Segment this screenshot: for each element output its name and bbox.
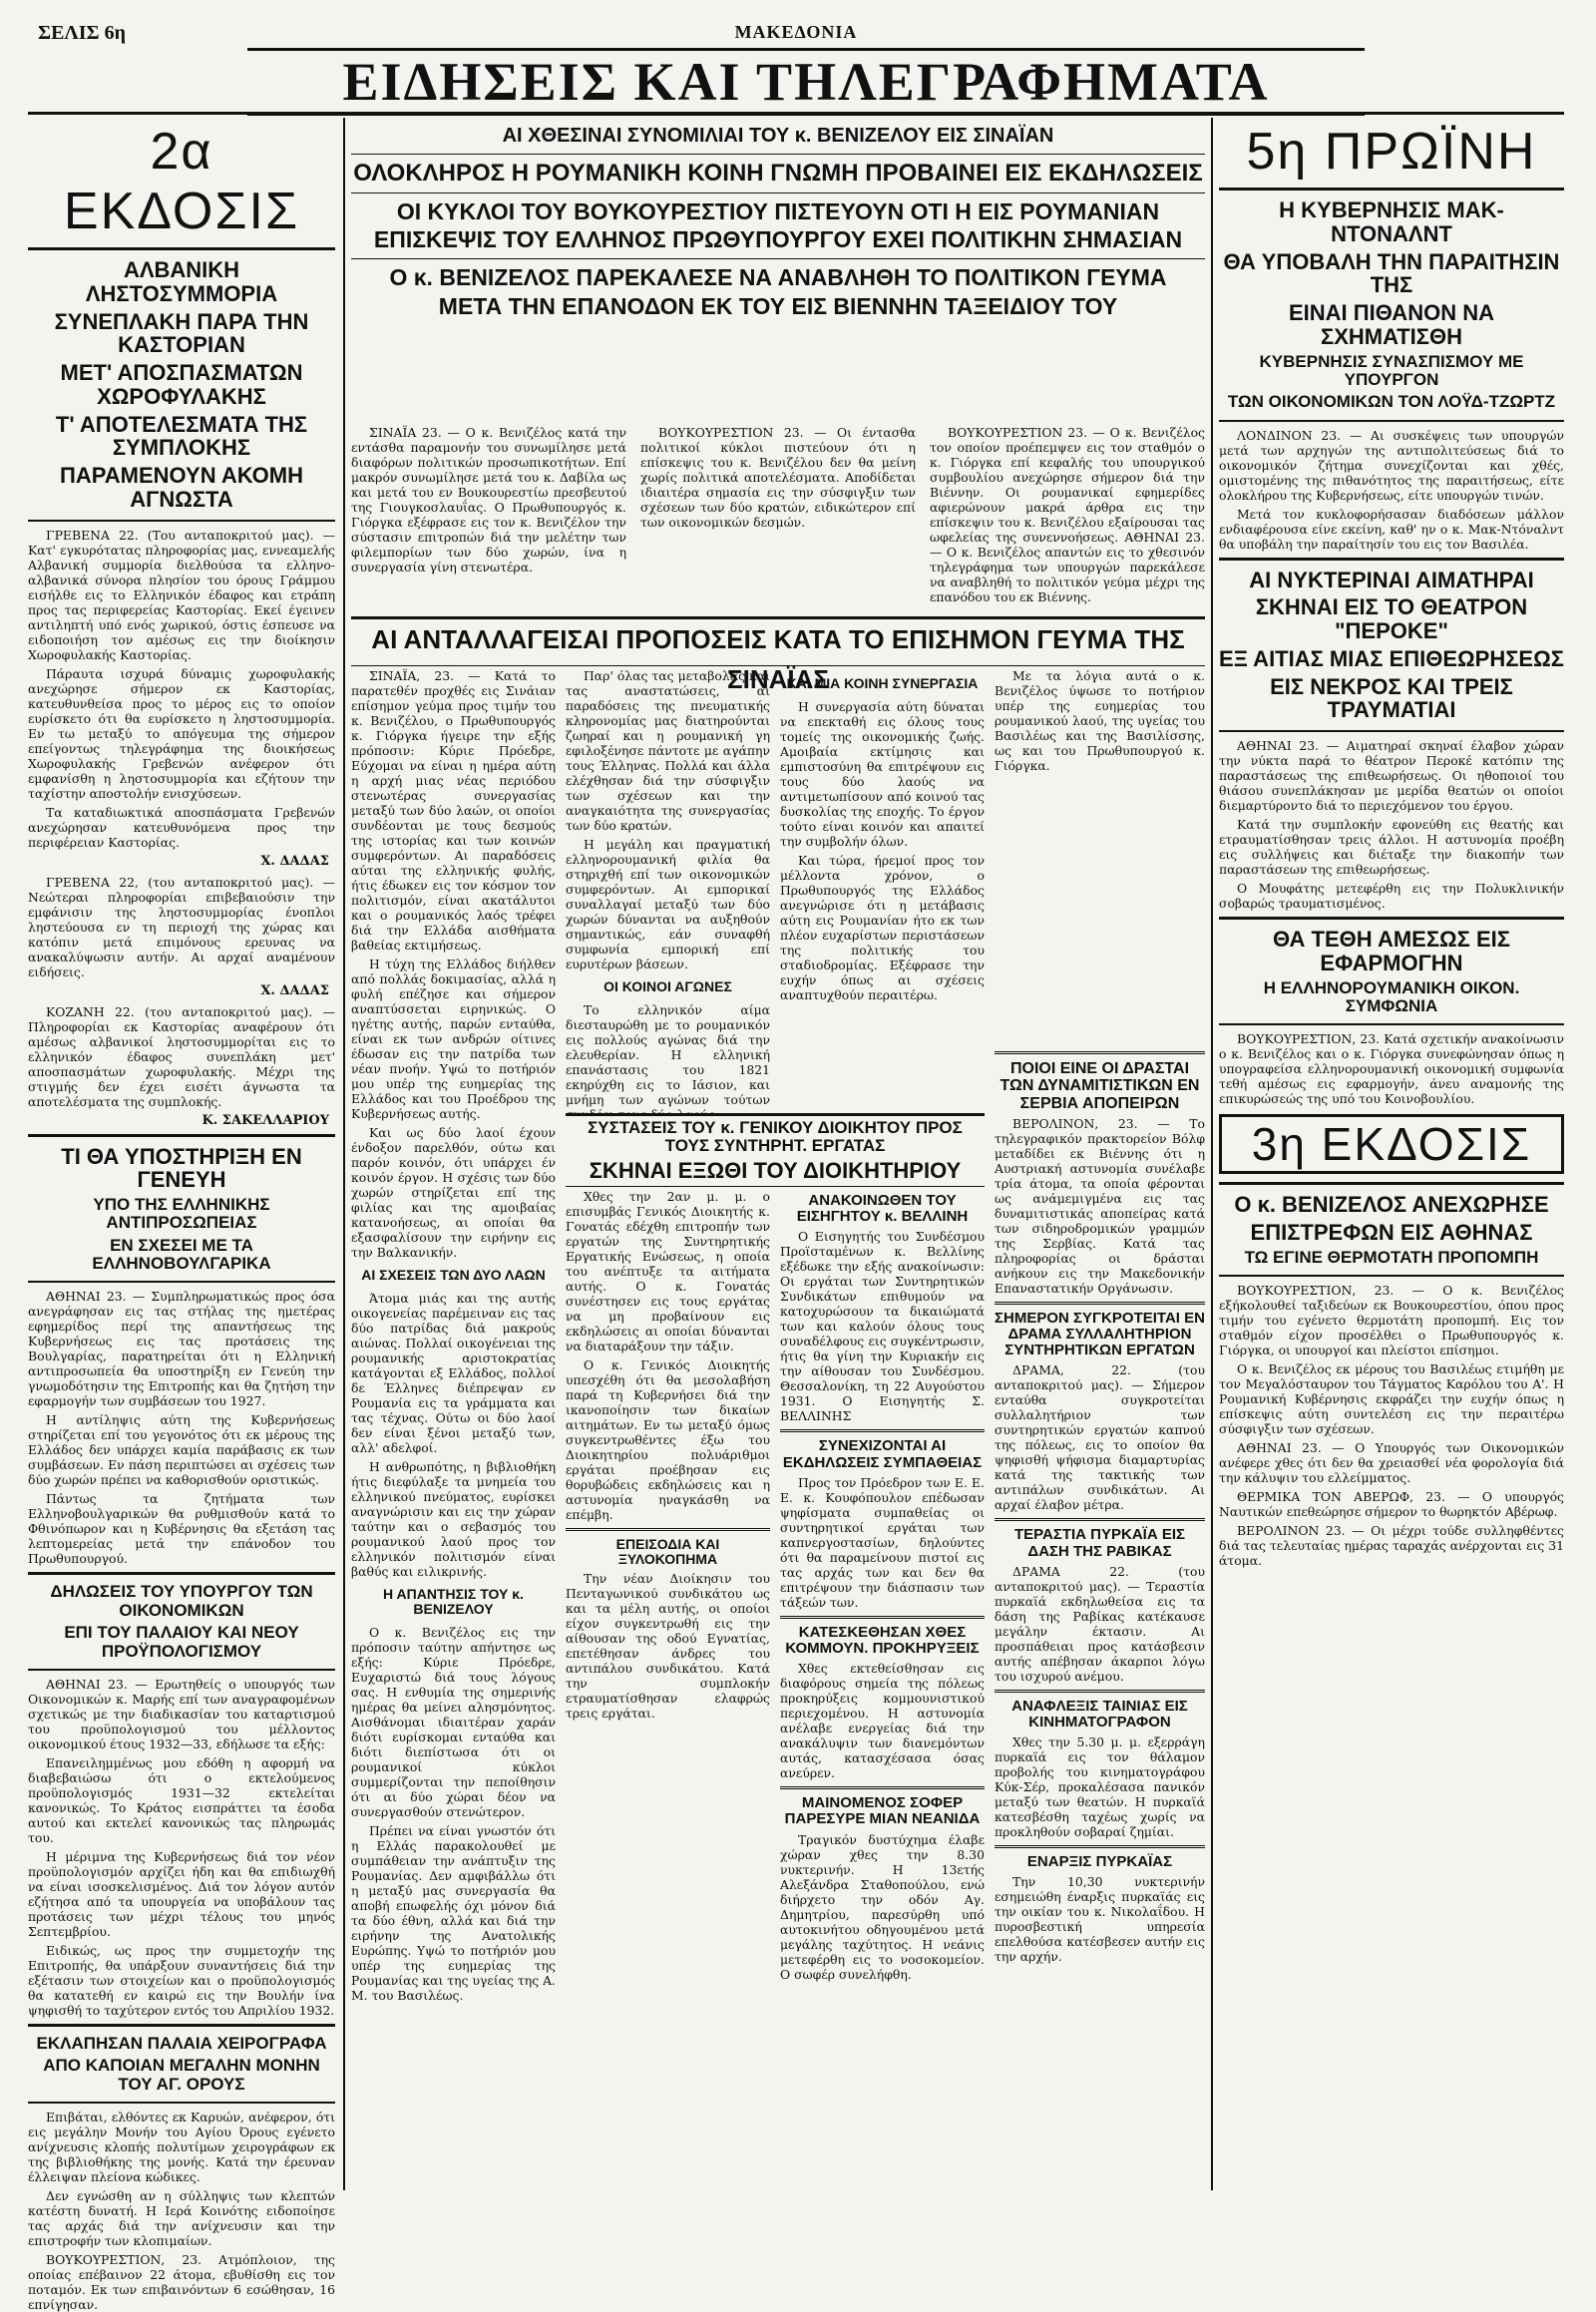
article-paragraph: Χθες την 5.30 μ. μ. εξερράγη πυρκαϊά εις τον θάλαμον προβολής του κινηματογράφου Κύκ-Σέρ, προκαλέσασα πανικόν μεταξύ των θεατών. Η πυρκαϊά κατεσβέσθη ταχέως χωρίς να προκληθούν σοβαραί ζημίαι. — [995, 1734, 1205, 1840]
edition-3-box — [1219, 1114, 1564, 1174]
strike-col-1 — [566, 1189, 770, 2190]
article-paragraph: ΛΟΝΔΙΝΟΝ 23. — Αι συσκέψεις των υπουργών μετά των αρχηγών της αντιπολιτεύσεως διά το οικονομικόν ζήτημα συνεχίζονται και χθές, ομιστομένης της πιθανότητος της παραιτήσεως, είτε ολοκλήρου της Κυβερνήσεως, είτε υπουργών τινών. — [1219, 427, 1564, 503]
banner-line: ΟΛΟΚΛΗΡΟΣ Η ΡΟΥΜΑΝΙΚΗ ΚΟΙΝΗ ΓΝΩΜΗ ΠΡΟΒΑΙΝΕΙ ΕΙΣ ΕΚΔΗΛΩΣΕΙΣ — [353, 159, 1203, 187]
subheading: ΣΥΝΕΧΙΖΟΝΤΑΙ ΑΙ ΕΚΔΗΛΩΣΕΙΣ ΣΥΜΠΑΘΕΙΑΣ — [782, 1437, 983, 1471]
intro-column-3 — [930, 425, 1205, 614]
article-paragraph: Επανειλημμένως μου εδόθη η αφορμή να διαβεβαιώσω ότι ο εκτελούμενος προϋπολογισμός 1931—32 εκτελείται κανονικώς. Το Κράτος εισπράττει τα έσοδα αυτού και εκτελεί κανονικώς τας πληρωμάς του. — [28, 1754, 335, 1845]
headline-line: ΔΗΛΩΣΕΙΣ ΤΟΥ ΥΠΟΥΡΓΟΥ ΤΩΝ ΟΙΚΟΝΟΜΙΚΩΝ — [50, 1582, 313, 1620]
article-paragraph: ΒΕΡΟΛΙΝΟΝ 23. — Οι μέχρι τούδε συλληφθέντες διά τας τελευταίας ημέρας ταραχάς ανέρχονται εις 31 άτομα. — [1219, 1523, 1564, 1569]
article-paragraph: Τραγικόν δυστύχημα έλαβε χώραν χθες την 8.30 νυκτερινήν. Η 13ετής Αλεξάνδρα Σταθοπούλου, ενώ διήρχετο την οδόν Αγ. Δημητρίου, παρεσύρθη υπό αυτοκινήτου οδηγουμένου μετά μεγάλης ταχύτητος. Η νεάνις μετεφέρθη εις το νοσοκομείον. Ο σωφέρ συνελήφθη. — [780, 1831, 985, 1982]
article-paragraph: Δεν εγνώσθη αν η σύλληψις των κλεπτών κατέστη δυνατή. Η Ιερά Κοινότης ειδοποίησε τας αρχάς διά την ανίχνευσιν και την επιστροφήν των κλοπιμαίων. — [28, 2187, 335, 2248]
headline-line: ΠΑΡΑΜΕΝΟΥΝ ΑΚΟΜΗ ΑΓΝΩΣΤΑ — [59, 463, 304, 512]
article-paragraph: Παρ' όλας τας μεταβολάς και τας αναστατώσεις, αι παραδόσεις της πνευματικής κληρονομίας μας διατηρούνται ζωηραί και η ρουμανική γη εφιλοξένησε πάντοτε με αγάπην τους Έλληνας. Πολλά και άλλα ελέχθησαν διά την σύσφιγξιν των σχέσεων και την αναγκαιότητα της συνεργασίας των δύο κρατών. — [566, 668, 770, 833]
article-paragraph: Την νέαν Διοίκησιν του Πενταγωνικού συνδικάτου ως και τα μέλη αυτής, οι οποίοι είχον συγκεντρωθή εις την αίθουσαν της οδού Εγνατίας, επετέθησαν άνδρες του αντιπάλου συνδικάτου. Κατά την συμπλοκήν ετραυματίσθησαν ελαφρώς τρεις εργάται. — [566, 1571, 770, 1722]
article-paragraph: Η μέριμνα της Κυβερνήσεως διά τον νέον προϋπολογισμόν αρχίζει ήδη και θα επιδιωχθή να είναι ισοσκελισμένος. Διά τον λόγον αυτόν εζήτησα από τα υπουργεία να υποβάλουν τας προτάσεις των μέχρι τέλους του μηνός Σεπτεμβρίου. — [28, 1848, 335, 1939]
article-paragraph: Ο κ. Βενιζέλος εκ μέρους του Βασιλέως ετιμήθη με τον Μεγαλόσταυρον του Τάγματος Καρόλου του Α'. Η Ρουμανική Κυβέρνησις εκφράζει την ευχήν όπως η επίσκεψις αύτη συντελέση εις την περαιτέρω σύσφιγξιν των σχέσεων. — [1219, 1361, 1564, 1437]
headline-line: ΕΙΣ ΝΕΚΡΟΣ ΚΑΙ ΤΡΕΙΣ ΤΡΑΥΜΑΤΙΑΙ — [1270, 673, 1513, 723]
headline-line: ΕΞ ΑΙΤΙΑΣ ΜΙΑΣ ΕΠΙΘΕΩΡΗΣΕΩΣ — [1219, 645, 1564, 671]
headline-line: ΤΩ ΕΓΙΝΕ ΘΕΡΜΟΤΑΤΗ ΠΡΟΠΟΜΠΗ — [1244, 1247, 1539, 1267]
article-paragraph: Ο Μουφάτης μετεφέρθη εις την Πολυκλινικήν σοβαρώς τραυματισμένος. — [1219, 881, 1564, 912]
headline-line: ΘΑ ΤΕΘΗ ΑΜΕΣΩΣ ΕΙΣ ΕΦΑΡΜΟΓΗΝ — [1273, 927, 1510, 975]
banner-line: ΑΙ ΧΘΕΣΙΝΑΙ ΣΥΝΟΜΙΛΙΑΙ ΤΟΥ κ. ΒΕΝΙΖΕΛΟΥ ΕΙΣ ΣΙΝΑΪΑΝ — [502, 125, 1054, 147]
article-paragraph: Χθες εκτεθείσθησαν εις διαφόρους σημεία της πόλεως προκηρύξεις κομμουνιστικού περιεχομένου. Η αστυνομία ανέλαβε ενεργείας διά την ανακάλυψιν των διανεμόντων αυτάς, κατασχέσασα όσας ανεύρεν. — [780, 1661, 985, 1781]
edition-label: 5η ΠΡΩΪΝΗ — [1246, 123, 1537, 181]
edition-label: 2α ΕΚΔΟΣΙΣ — [63, 123, 300, 240]
headline-line: ΕΚΛΑΠΗΣΑΝ ΠΑΛΑΙΑ ΧΕΙΡΟΓΡΑΦΑ — [36, 2033, 327, 2053]
edition-label: 3η ΕΚΔΟΣΙΣ — [1251, 1118, 1532, 1171]
left-column — [28, 122, 335, 2312]
article-paragraph: Πάντως τα ζητήματα των Ελληνοβουλγαρικών θα ρυθμισθούν κατά το Φθινόπωρον και η Κυβέρνησις θα εξετάση τας λεπτομερείας μετά την επάνοδον του Πρωθυπουργού. — [28, 1491, 335, 1567]
headline-line: ΘΑ ΥΠΟΒΑΛΗ ΤΗΝ ΠΑΡΑΙΤΗΣΙΝ ΤΗΣ — [1223, 248, 1560, 298]
headline-line: Τ' ΑΠΟΤΕΛΕΣΜΑΤΑ ΤΗΣ ΣΥΜΠΛΟΚΗΣ — [55, 411, 308, 461]
headline-line: ΑΛΒΑΝΙΚΗ ΛΗΣΤΟΣΥΜΜΟΡΙΑ — [85, 257, 278, 306]
banner-line: Ο κ. ΒΕΝΙΖΕΛΟΣ ΠΑΡΕΚΑΛΕΣΕ ΝΑ ΑΝΑΒΛΗΘΗ ΤΟ ΠΟΛΙΤΙΚΟΝ ΓΕΥΜΑ — [389, 264, 1167, 291]
article-paragraph: Η συνεργασία αύτη δύναται να επεκταθή εις όλους τους τομείς της οικονομικής ζωής. Αμοιβαία εκτίμησις και εμπιστοσύνη θα επιτρέψουν εις τους δύο λαούς να αντιμετωπίσουν από κοινού τας δυσκολίας της εποχής. Το έργον τούτο είναι κοινόν και απαιτεί την συμβολήν όλων. — [780, 699, 985, 850]
article-paragraph: Πάραυτα ισχυρά δύναμις χωροφυλακής ανεχώρησε σήμερον εκ Καστορίας, κατευθυνθείσα προς το μέρος εις το οποίον ευρίσκετο ότι θα ευρίσκετο η ληστοσυμμορία. Εν τω μεταξύ το απόγευμα της σήμερον επείγοντως τηλεγράφημα της διοικήσεως Χωροφυλακής Γρεβενών ανέφερον ότι εμφανίσθη η ληστοσυμμορία και εζήτουν την ταχίστην αποστολήν ενισχύσεων. — [28, 665, 335, 801]
article-paragraph: Η τύχη της Ελλάδος διήλθεν από πολλάς δοκιμασίας, αλλά η φυλή επέζησε και σήμερον αναπτύσσεται ειρηνικώς. Ο ηγέτης αυτής, παρών ενταύθα, είναι εκ των ανδρών οίτινες έδωσαν εις την πατρίδα των νέαν πνοήν. Υψώ το ποτήριόν μου υπέρ της ευημερίας της Ελλάδος και του Προέδρου της Κυβερνήσεως αυτής. — [351, 957, 556, 1121]
article-paragraph: Μετά τον κυκλοφορήσασαν διαδόσεων μάλλον ενδιαφέρουσα είνε εκείνη, καθ' ην ο κ. Μακ-Ντόναλντ θα υποβάλη την παραίτησίν του εις τον Βασιλέα. — [1219, 506, 1564, 552]
headline-line: ΤΙ ΘΑ ΥΠΟΣΤΗΡΙΞΗ ΕΝ ΓΕΝΕΥΗ — [61, 1143, 302, 1193]
headline-albanian-gang — [28, 247, 335, 522]
article-paragraph: ΑΘΗΝΑΙ 23. — Συμπληρωματικώς προς όσα ανεγράφησαν εις τας στήλας της ημετέρας εφημερίδος περί της απαντήσεως της Κυβερνήσεως εις τας προτάσεις της Βουλγαρίας, παρατηρείται ότι η Ελληνική αντιπροσωπεία θα υποστηρίξη εν Γενεύη την γνωμοδότησιν της Επιτροπής και θα ζητήση την εφαρμογήν των συμβάσεων του 1927. — [28, 1289, 335, 1409]
article-paragraph: Κατά την συμπλοκήν εφονεύθη εις θεατής και ετραυματίσθησαν τρεις άλλοι. Η αστυνομία προέβη εις συλλήψεις και διέταξε την διακοπήν των παραστάσεων της επιθεωρήσεως. — [1219, 817, 1564, 878]
article-paragraph: Η μεγάλη και πραγματική ελληνορουμανική φιλία θα στηριχθή επί των οικονομικών συμφερόντων. Αι εμπορικαί συναλλαγαί μεταξύ των δύο χωρών δύνανται να αυξηθούν σημαντικώς, εάν συναφθή συμφωνία εμπορική επί ευρυτέρων βάσεων. — [566, 837, 770, 971]
headline-theatre — [1219, 558, 1564, 733]
article-paragraph: Και ως δύο λαοί έχουν ένδοξον παρελθόν, ούτω και παρόν κοινόν, ότι υπάρχει έν κοινόν έργον. Η σχέσις των δύο χωρών στηρίζεται επί της φιλίας και της αμοιβαίας κατανοήσεως, αι οποίαι θα εξασφαλίσουν την ειρήνην εις την Βαλκανικήν. — [351, 1125, 556, 1260]
intro-column-2 — [640, 425, 916, 614]
banner-line: ΕΠΙΣΚΕΨΙΣ ΤΟΥ ΕΛΛΗΝΟΣ ΠΡΩΘΥΠΟΥΡΓΟΥ ΕΧΕΙ ΠΟΛΙΤΙΚΗΝ ΣΗΜΑΣΙΑΝ — [373, 226, 1183, 253]
article-paragraph: ΒΕΡΟΛΙΝΟΝ, 23. — Το τηλεγραφικόν πρακτορείον Βόλφ μεταδίδει εκ Βιέννης ότι η Αυστριακή αστυνομία συνέλαβε τρία άτομα, τα οποία φέρονται ως ανάμεμιγμένα εις τας δυναμιτιστικάς αποπείρας κατά των σιδηροδρομικών γραμμών της Σερβίας. Κατά τας πληροφορίας οι δράσται ανήκουν εις την Μακεδονικήν Επαναστατικήν Οργάνωσιν. — [995, 1115, 1205, 1296]
strike-headline-box — [566, 1113, 985, 1187]
subheading: ΚΑΤΕΣΚΕΘΗΣΑΝ ΧΘΕΣ ΚΟΜΜΟΥΝ. ΠΡΟΚΗΡΥΞΕΙΣ — [785, 1623, 980, 1657]
article-paragraph: ΓΡΕΒΕΝΑ 22, (του ανταποκριτού μας). — Νεώτεραι πληροφορίαι επιβεβαιούσιν την εμφάνισιν της ληστοσυμμορίας ένοπλοι ληστεύουσα εν τη περιοχή της χώρας και κατόπιν μετά επιμόνους ερευνας να ανακαλύψωσιν αυτήν. Αι αρχαί αναμένουν ειδήσεις. — [28, 874, 335, 979]
headline-scenes: ΣΚΗΝΑΙ ΕΞΩΘΙ ΤΟΥ ΔΙΟΙΚΗΤΗΡΙΟΥ — [589, 1157, 962, 1183]
article-paragraph: Άτομα μιάς και της αυτής οικογενείας παρέμειναν εις τας δύο πατρίδας διά μακρούς αιώνας. Πολλαί οικογένειαι της ρουμανικής αριστοκρατίας κατάγονται εξ Ελλάδος, πολλοί δε Έλληνες διέπρεψαν εν Ρουμανία εις τα γράμματα και τας τέχνας. Ούτω οι δύο λαοί δεν είναι ξένοι μεταξύ των, αλλ' αδελφοί. — [351, 1291, 556, 1456]
article-paragraph: Η ανθρωπότης, η βιβλιοθήκη ήτις διεφύλαξε τα μνημεία του ελληνικού πνεύματος, ευρίσκει αναγνώρισιν και εις την χώραν ταύτην και ο σεβασμός του ρουμανικού λαού προς τον ελληνικόν πολιτισμόν είναι βαθύς και ειλικρινής. — [351, 1459, 556, 1580]
column-rule-right — [1211, 118, 1213, 2190]
article-paragraph: Πρέπει να είναι γνωστόν ότι η Ελλάς παρακολουθεί με συμπάθειαν την ανάπτυξιν της Ρουμανίας. Δεν αμφιβάλλω ότι η μεταξύ μας συνεργασία θα αποβή επωφελής όχι μόνον διά τα δύο έθνη, αλλά και διά την ειρήνην της Ανατολικής Ευρώπης. Υψώ το ποτήριόν μου υπέρ της ευημερίας της Ρουμανίας και της υγείας της Α. Μ. του Βασιλέως. — [351, 1823, 556, 2004]
article-paragraph: Η αντίληψις αύτη της Κυβερνήσεως στηρίζεται επί του γεγονότος ότι εκ μέρους της Ελλάδος δεν υπάρχει καμία παράβασις εκ των συμβάσεων. Εν πάση περιπτώσει αι σχέσεις των δύο χωρών πρέπει να καθορισθούν οριστικώς. — [28, 1412, 335, 1488]
headline-line: Η ΕΛΛΗΝΟΡΟΥΜΑΝΙΚΗ ΟΙΚΟΝ. ΣΥΜΦΩΝΙΑ — [1263, 977, 1520, 1015]
headline-line: Η ΚΥΒΕΡΝΗΣΙΣ ΜΑΚ-ΝΤΟΝΑΛΝΤ — [1279, 197, 1504, 246]
article-paragraph: ΒΟΥΚΟΥΡΕΣΤΙΟΝ 23. — Οι έντασθα πολιτικοί κύκλοι πιστεύουν ότι η επίσκεψις του κ. Βενιζέλου δεν θα μείνη χωρίς πολιτικά αποτελέσματα. Αποδίδεται ιδιαιτέρα σημασία εις την σύσφιγξιν των σχέσεων των δύο κρατών, ειδικώτερον επί των οικονομικών δεσμών. — [640, 425, 916, 530]
headline-geneva — [28, 1134, 335, 1284]
banner-line: ΟΙ ΚΥΚΛΟΙ ΤΟΥ ΒΟΥΚΟΥΡΕΣΤΙΟΥ ΠΙΣΤΕΥΟΥΝ ΟΤΙ Η ΕΙΣ ΡΟΥΜΑΝΙΑΝ — [396, 197, 1160, 224]
article-paragraph: Χθες την 2αν μ. μ. ο επισυμβάς Γενικός Διοικητής κ. Γονατάς εδέχθη επιτροπήν των εργατών της Συντηρητικής Εργατικής Ενώσεως, η οποία του ανέπτυξε τα αιτήματα αυτής. Ο κ. Γονατάς συνέστησεν εις τους εργάτας να μη προβαίνουν εις εκδηλώσεις αι οποίαι δύνανται να διαταράξουν την τάξιν. — [566, 1189, 770, 1353]
byline: Κ. ΣΑΚΕΛΛΑΡΙΟΥ — [201, 1112, 329, 1128]
subheading: ΚΑΙ ΜΙΑ ΚΟΙΝΗ ΣΥΝΕΡΓΑΣΙΑ — [786, 675, 979, 691]
subheading: ΜΑΙΝΟΜΕΝΟΣ ΣΟΦΕΡ ΠΑΡΕΣΥΡΕ ΜΙΑΝ ΝΕΑΝΙΔΑ — [784, 1794, 981, 1828]
headline-line: ΕΠΙΣΤΡΕΦΩΝ ΕΙΣ ΑΘΗΝΑΣ — [1250, 1220, 1533, 1246]
subheading: ΠΟΙΟΙ ΕΙΝΕ ΟΙ ΔΡΑΣΤΑΙ ΤΩΝ ΔΥΝΑΜΙΤΙΣΤΙΚΩΝ ΕΝ ΣΕΡΒΙΑ ΑΠΟΠΕΙΡΩΝ — [999, 1060, 1200, 1112]
subheading: ΑΝΑΦΛΕΞΙΣ ΤΑΙΝΙΑΣ ΕΙΣ ΚΙΝΗΜΑΤΟΓΡΑΦΟΝ — [1011, 1697, 1188, 1731]
section-masthead: ΕΙΔΗΣΕΙΣ ΚΑΙ ΤΗΛΕΓΡΑΦΗΜΑΤΑ — [247, 48, 1365, 116]
article-paragraph: ΔΡΑΜΑ 22. (του ανταποκριτού μας). — Τεραστία πυρκαϊά εκδηλωθείσα εις τα δάση της Ραβίκας κατέκαυσε μεγάλην έκτασιν. Αι προσπάθειαι προς κατάσβεσιν αυτής απέβησαν άκαρποι λόγω του ισχυρού ανέμου. — [995, 1563, 1205, 1684]
article-paragraph: Προς τον Πρόεδρον των Ε. Ε. Ε. κ. Κουφόπουλον επέδωσαν ψηφίσματα συμπαθείας οι συντηρητικοί εργάται των καπνεργοστασίων, δηλούντες ότι θα παραμείνουν πιστοί εις τας αρχάς των και δεν θα επιτρέψουν την διάσπασιν των τάξεών των. — [780, 1474, 985, 1610]
center-subcolumn-1 — [351, 668, 556, 2190]
article-paragraph: Ο κ. Βενιζέλος εις την πρόποσιν ταύτην απήντησε ως εξής: Κύριε Πρόεδρε, Ευχαριστώ διά τους λόγους σας. Η ενθυμία της σημερινής ημέρας θα μείνει αλησμόνητος. Αισθάνομαι ιδιαιτέραν χαράν διότι ευρίσκομαι ενταύθα και διότι διεπίστωσα ότι οι ρουμανικοί κύκλοι συμμερίζονται την πεποίθησιν ότι αι δύο χώραι δέον να συνεργασθούν στενώτερον. — [351, 1625, 556, 1820]
subheading: ΤΕΡΑΣΤΙΑ ΠΥΡΚΑΪΑ ΕΙΣ ΔΑΣΗ ΤΗΣ ΡΑΒΙΚΑΣ — [1013, 1526, 1186, 1560]
intro-column-1 — [351, 425, 626, 614]
article-paragraph: Το ελληνικόν αίμα διεσταυρώθη με το ρουμανικόν εις πολλούς αγώνας διά την ελευθερίαν. Η ελληνική επανάστασις του 1821 εκηρύχθη εις το Ιάσιον, και μνήμη των αγώνων τούτων — [566, 1002, 770, 1108]
article-paragraph: ΑΘΗΝΑΙ 23. — Ερωτηθείς ο υπουργός των Οικονομικών κ. Μαρής επί των αναγραφομένων σχετικώς με την διαδικασίαν του καταρτισμού του προϋπολογισμού του μέλλοντος οικονομικού έτους 1932—33, εδήλωσε τα εξής: — [28, 1676, 335, 1751]
article-paragraph: ΘΕΡΜΙΚΑ ΤΟΝ ΑΒΕΡΩΦ, 23. — Ο υπουργός Ναυτικών επεθεώρησε σήμερον το θωρηκτόν Αβέρωφ. — [1219, 1489, 1564, 1520]
headline-line: ΕΝ ΣΧΕΣΕΙ ΜΕ ΤΑ ΕΛΛΗΝΟΒΟΥΛΓΑΡΙΚΑ — [92, 1235, 271, 1274]
article-paragraph: Ο κ. Γενικός Διοικητής υπεσχέθη ότι θα μεσολαβήση παρά τη Κυβερνήσει διά την ικανοποίησιν των δικαίων αιτημάτων. Εν τω μεταξύ όμως συγκεντρωθέντες έξω του Διοικητηρίου πολυάριθμοι εργάται προέβησαν εις θορυβώδεις εκδηλώσεις και η αστυνομία ηναγκάσθη να επέμβη. — [566, 1357, 770, 1522]
article-paragraph: ΣΙΝΑΪΑ, 23. — Κατά το παρατεθέν προχθές εις Σινάιαν επίσημον γεύμα προς τιμήν του κ. Βενιζέλου, ο Πρωθυπουργός κ. Γιόργκα ήγειρε την εξής πρόποσιν: Κύριε Πρόεδρε, Εύχομαι να είναι η ημέρα αύτη η αρχή μιας νέας περιόδου στενωτέρας συνεργασίας μεταξύ των δύο λαών, οι οποίοι συνδέονται με τους δεσμούς της ιστορίας και των κοινών συμφερόντων. Αι παραδόσεις αύται της ελληνικής φυλής, ήτις έδωκεν εις τον κόσμον τον πολιτισμόν, είναι ακατάλυτοι και ο ρουμανικός λαός τρέφει διά την Ελλάδα αισθήματα βαθείας εκτιμήσεως. — [351, 668, 556, 953]
article-paragraph: Με τα λόγια αυτά ο κ. Βενιζέλος ύψωσε το ποτήριον υπέρ της ευημερίας του ρουμανικού λαού, της υγείας του Βασιλέως και της Βασιλίσσης, ως και του Πρωθυπουργού κ. Γιόργκα. — [995, 668, 1205, 773]
article-paragraph: ΒΟΥΚΟΥΡΕΣΤΙΟΝ, 23. Κατά σχετικήν ανακοίνωσιν ο κ. Βενιζέλος και ο κ. Γιόργκα συνεφώνησαν όπως η υπογραφείσα ελληνορουμανική οικονομική συμφωνία τεθή αμέσως εις εφαρμογήν, άνευ αναμονής της επικυρώσεώς της υπό του Κοινοβουλίου. — [1219, 1031, 1564, 1107]
headline-macdonald — [1219, 188, 1564, 422]
article-paragraph: ΒΟΥΚΟΥΡΕΣΤΙΟΝ, 23. Ατμόπλοιον, της οποίας επέβαινον 22 άτομα, εβυθίσθη εις τον ποταμόν. Εκ των επιβαινόντων 6 εσώθησαν, 16 επνίγησαν. — [28, 2251, 335, 2312]
headline-line: ΤΩΝ ΟΙΚΟΝΟΜΙΚΩΝ ΤΟΝ ΛΟΫΔ-ΤΖΩΡΤΖ — [1227, 392, 1556, 412]
headline-line: ΑΙ ΝΥΚΤΕΡΙΝΑΙ ΑΙΜΑΤΗΡΑΙ — [1249, 567, 1534, 592]
headline-line: ΜΕΤ' ΑΠΟΣΠΑΣΜΑΤΩΝ ΧΩΡΟΦΥΛΑΚΗΣ — [60, 360, 303, 409]
banner-line: ΜΕΤΑ ΤΗΝ ΕΠΑΝΟΔΟΝ ΕΚ ΤΟΥ ΕΙΣ ΒΙΕΝΝΗΝ ΤΑΞΕΙΔΙΟΥ ΤΟΥ — [438, 292, 1118, 319]
article-paragraph: Ο Εισηγητής του Συνδέσμου Προϊσταμένων κ. Βελλίνης εξέδωκε την εξής ανακοίνωσιν: Οι εργάται των Συντηρητικών Συνδικάτων επιθυμούν να κατοχυρώσουν τα δικαιώματά των και καλούν όλους τους συναδέλφους εις συγκέντρωσιν, ήτις θα γίνη την Κυριακήν εις την αίθουσαν του Συνδέσμου. Θεσσαλονίκη, τη 22 Αυγούστου 1931. Ο Εισηγητής Σ. ΒΕΛΛΙΝΗΣ — [780, 1229, 985, 1424]
newspaper-page — [28, 18, 1564, 2312]
headline-line: ΕΙΝΑΙ ΠΙΘΑΝΟΝ ΝΑ ΣΧΗΜΑΤΙΣΘΗ — [1289, 300, 1494, 349]
subheading: ΑΙ ΣΧΕΣΕΙΣ ΤΩΝ ΔΥΟ ΛΑΩΝ — [361, 1267, 546, 1283]
center-news-column — [995, 1045, 1205, 2190]
subheading: ΑΝΑΚΟΙΝΩΘΕΝ ΤΟΥ ΕΙΣΗΓΗΤΟΥ κ. ΒΕΛΛΙΝΗ — [796, 1192, 969, 1226]
article-paragraph: ΚΟΖΑΝΗ 22. (του ανταποκριτού μας). — Πληροφορίαι εκ Καστορίας αναφέρουν ότι αμέσως αλβανικοί ληστοσυμμορίται εις το ελληνικόν έδαφος συνεπλάκη μετ' αποσπασμάτων χωροφυλακής. Μέχρι της στιγμής δεν έχει εισέτι άγνωστα τα αποτελέσματα της συμπλοκής. — [28, 1003, 335, 1109]
headline-finance-minister — [28, 1572, 335, 1670]
masthead-rule — [28, 112, 1564, 115]
page-number: ΣΕΛΙΣ 6η — [38, 22, 126, 44]
headline-line: ΥΠΟ ΤΗΣ ΕΛΛΗΝΙΚΗΣ ΑΝΤΙΠΡΟΣΩΠΕΙΑΣ — [93, 1195, 270, 1233]
article-paragraph: Επιβάται, ελθόντες εκ Καρυών, ανέφερον, ότι εις μεγάλην Μονήν του Αγίου Όρους εγένετο ανίχνευσις κλοπής πολυτίμων χειρογράφων εκ της βιβλιοθήκης της μονής. Κατά την έρευναν έλλειψαν πλείονα κώδικες. — [28, 2109, 335, 2184]
headline-line: ΕΠΙ ΤΟΥ ΠΑΛΑΙΟΥ ΚΑΙ ΝΕΟΥ ΠΡΟΫΠΟΛΟΓΙΣΜΟΥ — [64, 1623, 299, 1661]
subheading: ΕΝΑΡΞΙΣ ΠΥΡΚΑΪΑΣ — [1026, 1853, 1173, 1871]
headline-proposals: ΑΙ ΑΝΤΑΛΛΑΓΕΙΣΑΙ ΠΡΟΠΟΣΕΙΣ ΚΑΤΑ ΤΟ ΕΠΙΣΗΜΟΝ ΓΕΥΜΑ ΤΗΣ ΣΙΝΑΪΑΣ — [371, 624, 1185, 694]
article-paragraph: ΑΘΗΝΑΙ 23. — Ο Υπουργός των Οικονομικών ανέφερε χθες ότι δεν θα χρειασθεί νέα φορολογία διά την κάλυψιν του ελλείμματος. — [1219, 1440, 1564, 1486]
right-column — [1219, 122, 1564, 2190]
byline: Χ. ΔΑΔΑΣ — [260, 982, 329, 998]
headline-line: Ο κ. ΒΕΝΙΖΕΛΟΣ ΑΝΕΧΩΡΗΣΕ — [1234, 1192, 1549, 1218]
headline-manuscripts — [28, 2024, 335, 2104]
article-paragraph: Την 10,30 νυκτερινήν εσημειώθη έναρξις πυρκαϊάς εις την οικίαν του κ. Νικολαΐδου. Η πυροσβεστική υπηρεσία επελθούσα κατέσβεσεν αυτήν εις την αρχήν. — [995, 1874, 1205, 1965]
subheading: ΟΙ ΚΟΙΝΟΙ ΑΓΩΝΕΣ — [603, 978, 732, 994]
newspaper-name: ΜΑΚΕΔΟΝΙΑ — [734, 22, 858, 42]
center-banner — [351, 122, 1205, 441]
headline-line: ΑΠΟ ΚΑΠΟΙΑΝ ΜΕΓΑΛΗΝ ΜΟΝΗΝ ΤΟΥ ΑΓ. ΟΡΟΥΣ — [43, 2056, 320, 2094]
article-paragraph: ΒΟΥΚΟΥΡΕΣΤΙΟΝ, 23. — Ο κ. Βενιζέλος εξήκολουθεί ταξιδεύων εκ Βουκουρεστίου, όπου προς τιμήν του εγένετο θερμοτάτη προπομπή. Εις τον σταθμόν είχον προσέλθει ο Πρωθυπουργός κ. Γιόργκα, οι υπουργοί και πλείστοι επίσημοι. — [1219, 1283, 1564, 1358]
headline-line: ΣΥΝΕΠΛΑΚΗ ΠΑΡΑ ΤΗΝ ΚΑΣΤΟΡΙΑΝ — [54, 308, 309, 358]
headline-strike: ΣΥΣΤΑΣΕΙΣ ΤΟΥ κ. ΓΕΝΙΚΟΥ ΔΙΟΙΚΗΤΟΥ ΠΡΟΣ ΤΟΥΣ ΣΥΝΤΗΡΗΤ. ΕΡΓΑΤΑΣ — [588, 1118, 963, 1156]
headline-line: ΚΥΒΕΡΝΗΣΙΣ ΣΥΝΑΣΠΙΣΜΟΥ ΜΕ ΥΠΟΥΡΓΟΝ — [1259, 351, 1524, 389]
article-paragraph: ΣΙΝΑΪΑ 23. — Ο κ. Βενιζέλος κατά την εντάσθα παραμονήν του συνωμίλησε μετά διαφόρων πολιτικών προσωπικοτήτων. Επί μακρόν συνωμίλησε μετά του κ. Δαβίλα ως και μετά του εν Βουκουρεστίω πρεσβευτού της Γιουγκοσλαυΐας. Ο Πρωθυπουργός κ. Γιόργκα εξέφρασε εις τον κ. Βενιζέλον την σύστασιν επιτροπών διά την μελέτην των φιλεμπορίων των δύο χωρών, ίνα η συνεργασία γίνη στενωτέρα. — [351, 425, 626, 575]
article-paragraph: Τα καταδιωκτικά αποσπάσματα Γρεβενών ανεχώρησαν κατευθυνόμενα προς την περιφέρειαν Καστορίας. — [28, 804, 335, 850]
column-rule-left — [343, 118, 345, 2190]
article-paragraph: ΒΟΥΚΟΥΡΕΣΤΙΟΝ 23. — Ο κ. Βενιζέλος τον οποίον προέπεμψεν εις τον σταθμόν ο κ. Γιόργκα επί κεφαλής του υπουργικού συμβουλίου ανεχώρησε σήμερον διά την Βιέννην. Οι ρουμανικαί εφημερίδες αφιερώνουν μακρά άρθρα εις την επίσκεψιν του κ. Βενιζέλου εξαίρουσαι τας ωφελείας της συνεννοήσεως. ΑΘΗΝΑΙ 23. — Ο κ. Βενιζέλος απαντών εις το χθεσινόν τηλεγράφημα των υπουργών παρεκάλεσε να αναβληθή το πολιτικόν γεύμα μέχρι της επανόδου του εκ Βιέννης. — [930, 425, 1205, 604]
headline-line: ΣΚΗΝΑΙ ΕΙΣ ΤΟ ΘΕΑΤΡΟΝ "ΠΕΡΟΚΕ" — [1255, 594, 1528, 644]
headline-venizelos-departure — [1219, 1182, 1564, 1277]
subheading: Η ΑΠΑΝΤΗΣΙΣ ΤΟΥ κ. ΒΕΝΙΖΕΛΟΥ — [383, 1586, 524, 1618]
article-paragraph: Ειδικώς, ως προς την συμμετοχήν της Επιτροπής, θα υπάρξουν συναντήσεις διά την εξέτασιν των στοιχείων και ο προϋπολογισμός θα κατατεθή εν καιρώ εις την Βουλήν ίνα ψηφισθή το ταχύτερον εντός του Απριλίου 1932. — [28, 1942, 335, 2018]
subheading: ΕΠΕΙΣΟΔΙΑ ΚΑΙ ΞΥΛΟΚΟΠΗΜΑ — [615, 1536, 720, 1568]
article-paragraph: ΓΡΕΒΕΝΑ 22. (Του ανταποκριτού μας). — Κατ' εγκυρότατας πληροφορίας μας, εννεαμελής Αλβανική συμμορία διελθούσα τα ελληνο-αλβανικά σύνορα πλησίον του όρους Γράμμου εισήλθε εις το Ελληνικόν έδαφος και ετράπη προς τας περιφερείας Καστορίας. Εκεί έγεινεν αντιληπτή υπό ενός χωρικού, όστις έσπευσε να ειδοποιήση τον αμέσως εις την διοίκησιν Χωροφυλακής Καστορίας. — [28, 527, 335, 662]
byline: Χ. ΔΑΔΑΣ — [260, 853, 329, 869]
subheading: ΣΗΜΕΡΟΝ ΣΥΓΚΡΟΤΕΙΤΑΙ ΕΝ ΔΡΑΜΑ ΣΥΛΛΑΛΗΤΗΡΙΟΝ ΣΥΝΤΗΡΗΤΙΚΩΝ ΕΡΓΑΤΩΝ — [995, 1309, 1205, 1359]
article-paragraph: Και τώρα, ήρεμοί προς τον μέλλοντα χρόνον, ο Πρωθυπουργός της Ελλάδος ανεγνώρισε ότι η μετάβασις αύτη εις Ρουμανίαν ήτο εκ των πλέον ευχαρίστων περιστάσεων της πολιτικής του σταδιοδρομίας. Εξέφρασε την ευχήν όπως αι σχέσεις αναπτυχθούν περαιτέρω. — [780, 853, 985, 1003]
article-paragraph: ΑΘΗΝΑΙ 23. — Αιματηραί σκηναί έλαβον χώραν την νύκτα παρά το θέατρον Περοκέ κατόπιν της παραστάσεως της επιθεωρήσεως. Οι ηθοποιοί του θιάσου συνεπλάκησαν με μερίδα θεατών οι οποίοι διεμαρτύροντο διά το περιεχόμενον του έργου. — [1219, 738, 1564, 814]
article-paragraph: ΔΡΑΜΑ, 22. (του ανταποκριτού μας). — Σήμερον ενταύθα συγκροτείται συλλαλητήριον των συντηρητικών εργατών καπνού της πόλεως, εις το οποίον θα ψηφισθή ψήφισμα διαμαρτυρίας κατά της τακτικής των αντιπάλων συνδικάτων. Αι αρχαί έλαβον μέτρα. — [995, 1362, 1205, 1513]
headline-agreement — [1219, 917, 1564, 1025]
strike-col-2 — [780, 1189, 985, 2190]
page-header — [28, 18, 1564, 48]
